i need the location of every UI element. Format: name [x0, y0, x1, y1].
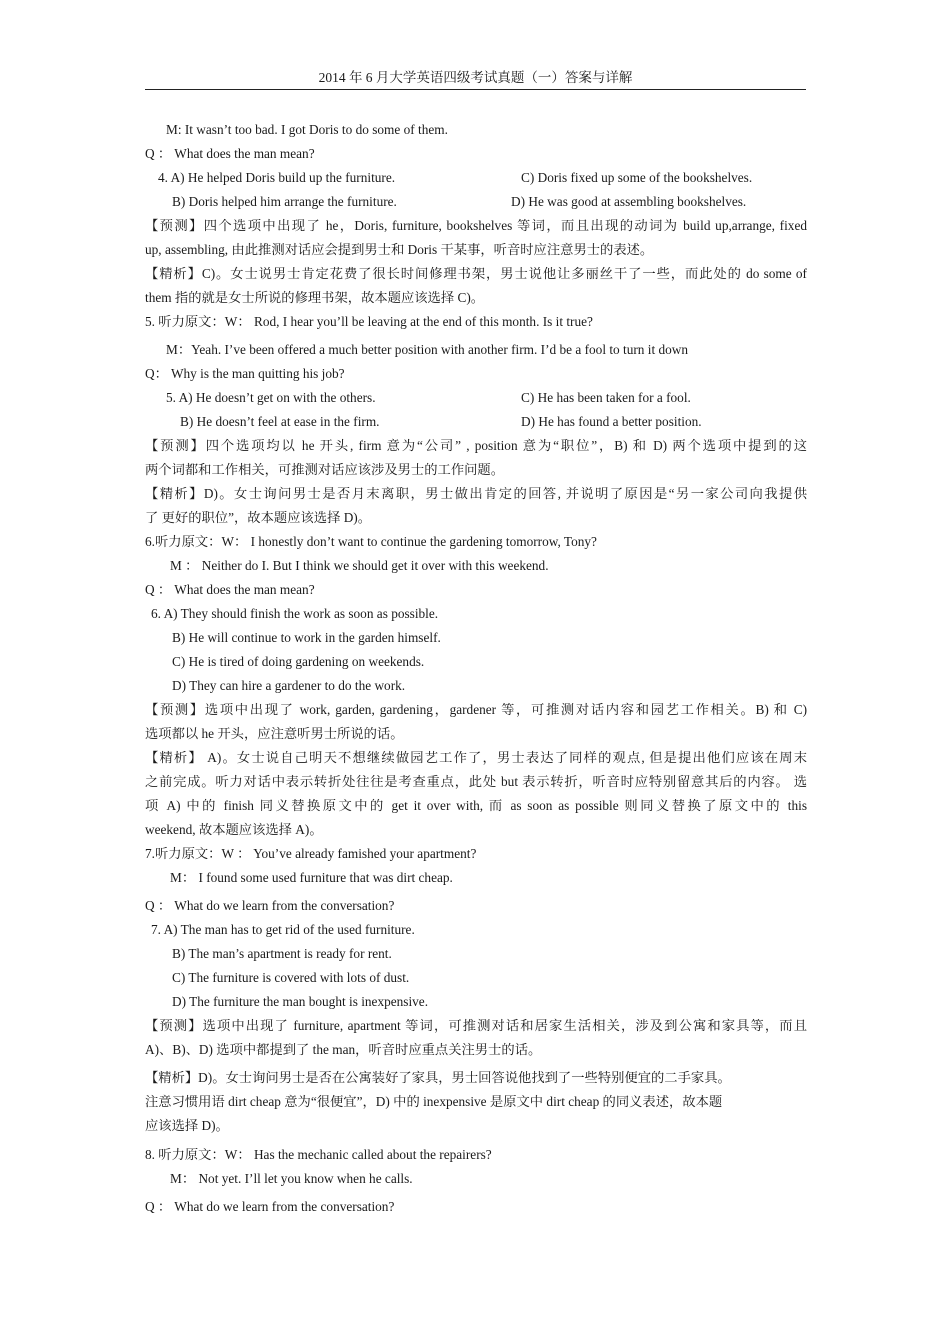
q4-question: Q ： What does the man mean? — [145, 146, 315, 161]
q8-dialog-woman: 8. 听力原文：W： Has the mechanic called about the repairers? — [145, 1147, 492, 1162]
q6-option-c: C) He is tired of doing gardening on weekends. — [172, 654, 425, 669]
q5-option-c: C) He has been taken for a fool. — [521, 390, 691, 405]
q6-dialog-man: M ： Neither do I. But I think we should get it over with this weekend. — [170, 558, 549, 573]
q7-option-d: D) The furniture the man bought is inexpensive. — [172, 994, 429, 1009]
q6-analysis: 【精析】 A)。女士说自己明天不想继续做园艺工作了，男士表达了同样的观点, 但是提出他们应该在周末 — [145, 750, 807, 765]
q6-analysis-cont-3: weekend, 故本题应该选择 A)。 — [145, 822, 323, 837]
q5-analysis-cont: 了 更好的职位”，故本题应该选择 D)。 — [145, 510, 372, 525]
q6-analysis-cont-1: 之前完成。听力对话中表示转折处往往是考查重点，此处 but 表示转折，听音时应特别留意其后的内容。 选 — [145, 774, 807, 789]
q7-prediction: 【预测】选项中出现了 furniture, apartment 等词，可推测对话和居家生活相关，涉及到公寓和家具等，而且 — [145, 1018, 807, 1033]
q5-option-b: B) He doesn’t feel at ease in the firm. — [180, 414, 380, 429]
q6-prediction: 【预测】选项中出现了 work, garden, gardening，gardener 等，可推测对话内容和园艺工作相关。B) 和 C) — [145, 702, 807, 717]
q5-analysis: 【精析】D)。女士询问男士是否月末离职，男士做出肯定的回答, 并说明了原因是“另一家公司向我提供 — [145, 486, 807, 501]
q7-option-a: 7. A) The man has to get rid of the used furniture. — [151, 922, 415, 937]
q4-analysis: 【精析】C)。女士说男士肯定花费了很长时间修理书架，男士说他让多丽丝干了一些，而此处的 do some of — [145, 266, 807, 281]
q5-option-a: 5. A) He doesn’t get on with the others. — [166, 390, 376, 405]
q8-question: Q ： What do we learn from the conversation? — [145, 1199, 395, 1214]
q5-question: Q： Why is the man quitting his job? — [145, 366, 345, 381]
q7-dialog-man: M： I found some used furniture that was dirt cheap. — [170, 870, 453, 885]
q6-option-a: 6. A) They should finish the work as soon as possible. — [151, 606, 439, 621]
q4-option-c: C) Doris fixed up some of the bookshelves. — [521, 170, 753, 185]
q8-dialog-man: M： Not yet. I’ll let you know when he calls. — [170, 1171, 413, 1186]
q5-dialog-woman: 5. 听力原文：W： Rod, I hear you’ll be leaving at the end of this month. Is it true? — [145, 314, 593, 329]
q4-option-a: 4. A) He helped Doris build up the furniture. — [158, 170, 396, 185]
q4-prediction: 【预测】四个选项中出现了 he，Doris, furniture, bookshelves 等词，而且出现的动词为 build up,arrange, fixed — [145, 218, 807, 233]
q4-prediction-cont: up, assembling, 由此推测对话应会提到男士和 Doris 干某事，听音时应注意男士的表述。 — [145, 242, 654, 257]
q7-question: Q ： What do we learn from the conversation? — [145, 898, 395, 913]
q7-analysis-cont-1: 注意习惯用语 dirt cheap 意为“很便宜”，D) 中的 inexpensive 是原文中 dirt cheap 的同义表述，故本题 — [145, 1094, 723, 1109]
q6-question: Q ： What does the man mean? — [145, 582, 315, 597]
page-header: 2014 年 6 月大学英语四级考试真题（一）答案与详解 — [145, 66, 806, 90]
q4-option-b: B) Doris helped him arrange the furniture. — [172, 194, 397, 209]
q7-prediction-cont: A)、B)、D) 选项中都提到了 the man，听音时应重点关注男士的话。 — [145, 1042, 542, 1057]
q7-analysis: 【精析】D)。女士询问男士是否在公寓装好了家具，男士回答说他找到了一些特别便宜的二手家具。 — [145, 1070, 731, 1085]
q5-prediction: 【预测】四个选项均以 he 开头, firm 意为“公司” , position 意为“职位”，B) 和 D) 两个选项中提到的这 — [145, 438, 807, 453]
q4-analysis-cont: them 指的就是女士所说的修理书架，故本题应该选择 C)。 — [145, 290, 485, 305]
q6-option-b: B) He will continue to work in the garden himself. — [172, 630, 441, 645]
q6-analysis-cont-2: 项 A) 中的 finish 同义替换原文中的 get it over with, 而 as soon as possible 则同义替换了原文中的 this — [145, 798, 807, 813]
q5-dialog-man: M：Yeah. I’ve been offered a much better position with another firm. I’d be a fool to turn it down — [166, 342, 689, 357]
q6-option-d: D) They can hire a gardener to do the work. — [172, 678, 406, 693]
q6-prediction-cont: 选项都以 he 开头，应注意听男士所说的话。 — [145, 726, 404, 741]
q4-option-d: D) He was good at assembling bookshelves. — [511, 194, 747, 209]
q7-option-b: B) The man’s apartment is ready for rent. — [172, 946, 392, 961]
q7-dialog-woman: 7.听力原文：W ： You’ve already famished your apartment? — [145, 846, 477, 861]
q5-prediction-cont: 两个词都和工作相关，可推测对话应该涉及男士的工作问题。 — [145, 462, 505, 477]
q4-dialog-man: M: It wasn’t too bad. I got Doris to do some of them. — [166, 122, 448, 137]
q5-option-d: D) He has found a better position. — [521, 414, 702, 429]
q7-analysis-cont-2: 应该选择 D)。 — [145, 1118, 229, 1133]
q7-option-c: C) The furniture is covered with lots of dust. — [172, 970, 410, 985]
q6-dialog-woman: 6.听力原文：W： I honestly don’t want to continue the gardening tomorrow, Tony? — [145, 534, 597, 549]
